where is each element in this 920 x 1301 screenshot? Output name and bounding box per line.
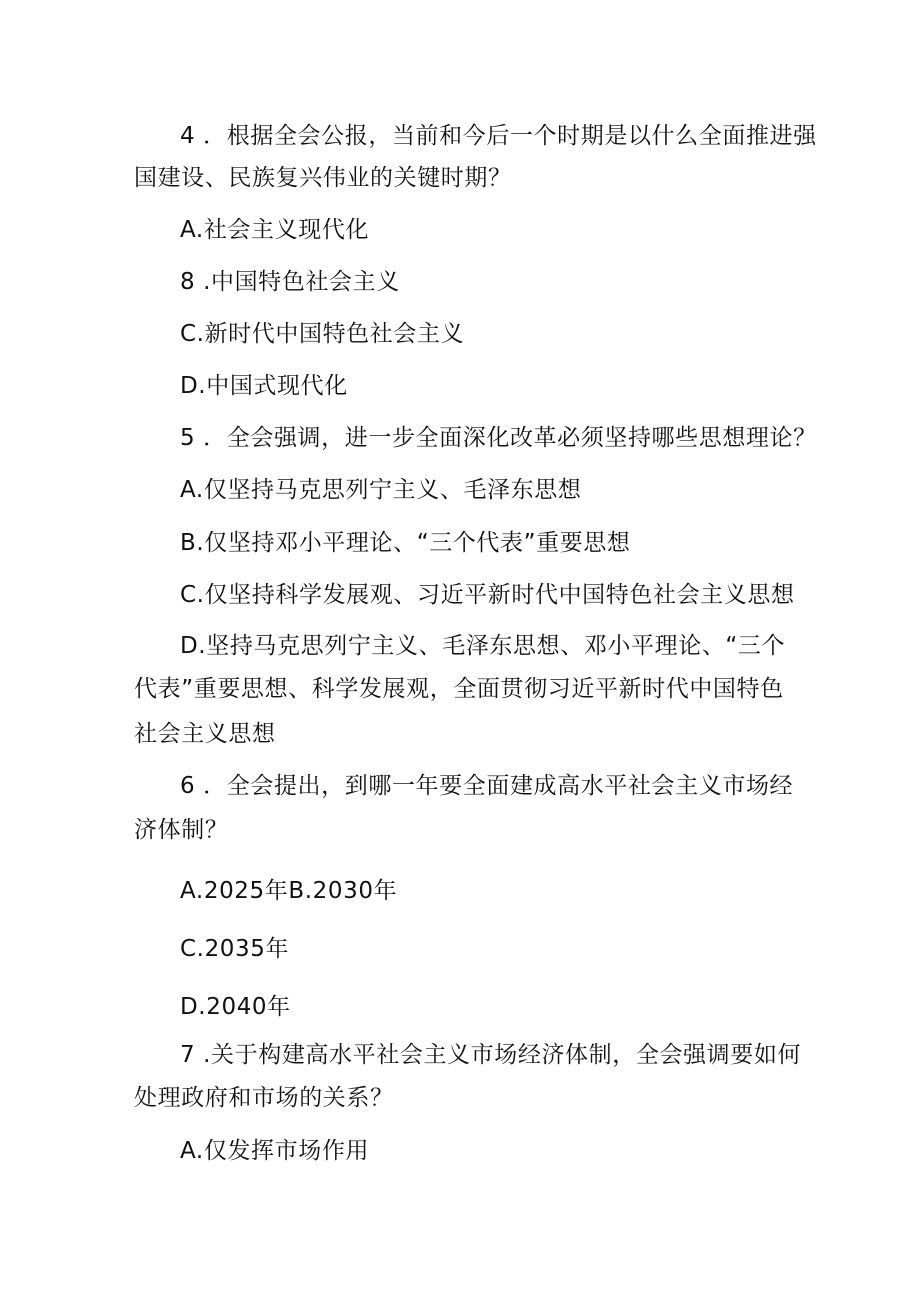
question-5-option-c: C.仅坚持科学发展观、习近平新时代中国特色社会主义思想 bbox=[180, 582, 795, 608]
question-4-line-2: 国建设、民族复兴伟业的关键时期？ bbox=[134, 165, 512, 191]
question-7-line-1: 7 .关于构建高水平社会主义市场经济体制，全会强调要如何 bbox=[180, 1042, 802, 1068]
question-5-option-d-line-3: 社会主义思想 bbox=[134, 721, 276, 747]
question-5-option-a: A.仅坚持马克思列宁主义、毛泽东思想 bbox=[180, 477, 582, 503]
question-5-line-1: 5 ．全会强调，进一步全面深化改革必须坚持哪些思想理论？ bbox=[180, 425, 817, 451]
question-6-option-ab: A.2025年B.2030年 bbox=[180, 878, 398, 904]
question-5-option-d-line-1: D.坚持马克思列宁主义、毛泽东思想、邓小平理论、“三个 bbox=[180, 633, 786, 659]
question-6-option-d: D.2040年 bbox=[180, 994, 291, 1020]
question-4-line-1: 4 ．根据全会公报，当前和今后一个时期是以什么全面推进强 bbox=[180, 123, 817, 149]
question-5-option-b: B.仅坚持邓小平理论、“三个代表”重要思想 bbox=[180, 530, 631, 556]
question-4-option-c: C.新时代中国特色社会主义 bbox=[180, 321, 465, 347]
question-4-option-d: D.中国式现代化 bbox=[180, 373, 348, 399]
question-6-line-2: 济体制？ bbox=[134, 817, 229, 843]
question-4-option-b: 8 .中国特色社会主义 bbox=[180, 269, 400, 295]
question-7-option-a: A.仅发挥市场作用 bbox=[180, 1138, 370, 1164]
question-6-option-c: C.2035年 bbox=[180, 936, 290, 962]
question-4-option-a: A.社会主义现代化 bbox=[180, 217, 370, 243]
question-5-option-d-line-2: 代表”重要思想、科学发展观，全面贯彻习近平新时代中国特色 bbox=[134, 676, 784, 702]
question-6-line-1: 6 ．全会提出，到哪一年要全面建成高水平社会主义市场经 bbox=[180, 773, 794, 799]
question-7-line-2: 处理政府和市场的关系？ bbox=[134, 1085, 394, 1111]
